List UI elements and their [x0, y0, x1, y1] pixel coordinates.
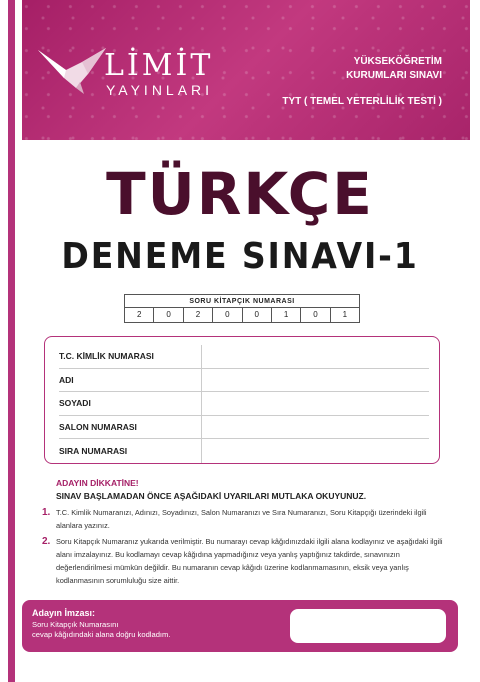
header-banner [22, 0, 470, 140]
exam-line-2: KURUMLARI SINAVI [346, 70, 442, 81]
notice-item [42, 535, 452, 587]
booklet-digit: 0 [243, 308, 272, 322]
candidate-info-form [44, 336, 440, 464]
notice-item-text: Soru Kitapçık Numaranız yukarıda verilmiştir. Bu numarayı cevap kâğıdınızdaki ilgili alana kodlayınız ve aşağıdaki ilgili alanı imzalayınız. Bu kodlamayı cevap kâğıdına yapmadığınız veya yanlış yaptığınız takdirde, sınavınızın değerlendirilmesi mümkün değildir. Bu numaranın cevap kâğıdı üzerine kodlanmamasının, eksik veya yanlış kodlanmasının sorumluluğu size aittir. [56, 537, 443, 585]
left-accent-bar [8, 0, 15, 682]
page-title: TÜRKÇE [106, 160, 374, 228]
brand-name: LİMİT [104, 48, 214, 83]
exam-line-1: YÜKSEKÖĞRETİM [353, 56, 442, 67]
form-label: SALON NUMARASI [59, 421, 137, 432]
room-number-field[interactable] [201, 416, 429, 439]
notice-item-text: T.C. Kimlik Numaranızı, Adınızı, Soyadınızı, Salon Numaranızı ve Sıra Numaranızı, Soru Kitapçığı üzerindeki ilgili alanlara yazınız. [56, 508, 427, 530]
notice-item-number: 2. [42, 536, 51, 547]
booklet-digits [125, 308, 359, 322]
form-label: SIRA NUMARASI [59, 445, 128, 456]
exam-type [282, 55, 442, 109]
page-subtitle: DENEME SINAVI-1 [61, 236, 419, 277]
notice-item-number: 1. [42, 507, 51, 518]
booklet-digit: 1 [272, 308, 301, 322]
form-row-room [59, 416, 429, 440]
form-row-seat [59, 439, 429, 463]
booklet-digit: 0 [154, 308, 183, 322]
form-label: SOYADI [59, 398, 91, 409]
booklet-number-label: SORU KİTAPÇIK NUMARASI [125, 295, 359, 308]
origami-bird-icon [36, 44, 110, 96]
signature-bar [22, 600, 458, 652]
notice-list [42, 506, 452, 587]
booklet-digit: 2 [125, 308, 154, 322]
notice-heading: SINAV BAŞLAMADAN ÖNCE AŞAĞIDAKİ UYARILARI MUTLAKA OKUYUNUZ. [56, 491, 367, 501]
candidate-notice [42, 478, 452, 590]
signature-field[interactable] [290, 609, 446, 643]
booklet-digit: 0 [213, 308, 242, 322]
notice-attention: ADAYIN DİKKATİNE! [56, 478, 139, 488]
signature-title: Adayın İmzası: [32, 608, 96, 618]
booklet-digit: 2 [184, 308, 213, 322]
name-field[interactable] [201, 369, 429, 392]
form-row-surname [59, 392, 429, 416]
seat-number-field[interactable] [201, 439, 429, 463]
form-row-tc [59, 345, 429, 369]
tc-number-field[interactable] [201, 345, 429, 368]
signature-note-2: cevap kâğıdındaki alana doğru kodladım. [32, 630, 171, 639]
exam-line-3: TYT ( TEMEL YETERLİLİK TESTİ ) [282, 96, 442, 107]
form-label: ADI [59, 374, 74, 385]
surname-field[interactable] [201, 392, 429, 415]
booklet-number-box [124, 294, 360, 323]
booklet-digit: 0 [301, 308, 330, 322]
brand-subname: YAYINLARI [106, 82, 214, 98]
form-row-name [59, 369, 429, 393]
notice-item [42, 506, 452, 532]
signature-note-1: Soru Kitapçık Numarasını [32, 620, 119, 629]
booklet-digit: 1 [342, 310, 348, 319]
publisher-logo [36, 44, 226, 104]
form-label: T.C. KİMLİK NUMARASI [59, 351, 154, 362]
